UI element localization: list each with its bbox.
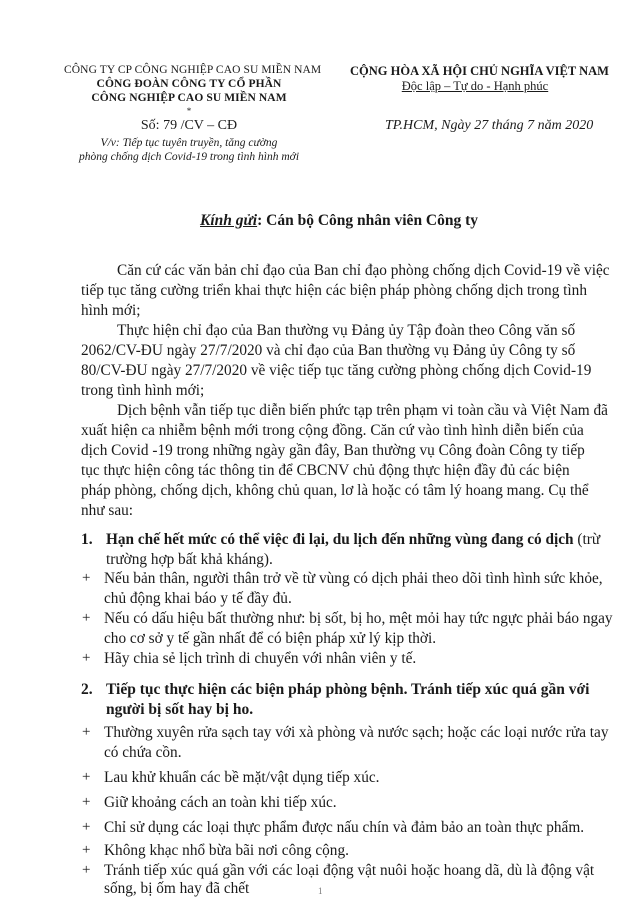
intro-line: Thực hiện chỉ đạo của Ban thường vụ Đảng ủy Tập đoàn theo Công văn số (117, 322, 576, 339)
national-title: CỘNG HÒA XÃ HỘI CHỦ NGHĨA VIỆT NAM (350, 64, 609, 78)
section2-item: Không khạc nhổ bừa bãi nơi công cộng. (104, 842, 349, 859)
intro-line: hình mới; (81, 302, 141, 319)
intro-line: tiếp tục tăng cường triển khai thực hiện các biện pháp phòng chống dịch trong tình (81, 282, 587, 299)
section2-title-line2: người bị sốt hay bị ho. (106, 701, 254, 718)
national-motto-wrap (350, 79, 600, 94)
section1-title-rest: (trừ (573, 531, 601, 548)
section2-item: Tránh tiếp xúc quá gần với các loại động vật nuôi hoặc hoang dã, dù là động vật (104, 862, 595, 879)
place-date: TP.HCM, Ngày 27 tháng 7 năm 2020 (385, 118, 594, 133)
section1-title-bold: Hạn chế hết mức có thể việc đi lại, du lịch đến những vùng đang có dịch (106, 531, 574, 548)
section2-item: sống, bị ốm hay đã chết (104, 880, 250, 897)
intro-line: dịch Covid -19 trong những ngày gần đây, Ban thường vụ Công đoàn Công ty tiếp (81, 442, 585, 459)
section2-number: 2. (81, 681, 93, 698)
bullet-plus: + (82, 862, 91, 878)
document-number: Số: 79 /CV – CĐ (140, 118, 238, 133)
subject-line1: V/v: Tiếp tục tuyên truyền, tăng cường (100, 137, 278, 149)
section1-title (106, 531, 600, 549)
bullet-plus: + (82, 570, 91, 586)
section2-item: Lau khử khuẩn các bề mặt/vật dụng tiếp xúc. (104, 769, 380, 786)
section1-item: Nếu có dấu hiệu bất thường như: bị sốt, bị ho, mệt mỏi hay tức ngực phải báo ngay (104, 610, 613, 627)
section2-item: có chứa cồn. (104, 744, 182, 761)
intro-line: như sau: (81, 502, 134, 519)
subject-line2: phòng chống dịch Covid-19 trong tình hình mới (78, 151, 300, 163)
section2-title-line1: Tiếp tục thực hiện các biện pháp phòng bệnh. Tránh tiếp xúc quá gần với (106, 681, 590, 698)
section1-item: chủ động khai báo y tế đầy đủ. (104, 590, 292, 607)
intro-line: pháp phòng, chống dịch, không chủ quan, lơ là hoặc có tâm lý hoang mang. Cụ thể (81, 482, 589, 499)
section1-number: 1. (81, 531, 93, 548)
recipient (200, 212, 478, 230)
bullet-plus: + (82, 842, 91, 858)
star-mark: * (186, 106, 192, 116)
bullet-plus: + (82, 769, 91, 785)
union-name-line2: CÔNG NGHIỆP CAO SU MIỀN NAM (91, 92, 287, 104)
bullet-plus: + (82, 794, 91, 810)
intro-line: 80/CV-ĐU ngày 27/7/2020 về việc tiếp tục tăng cường phòng chống dịch Covid-19 (81, 362, 592, 379)
section1-title-line2: trường hợp bất khả kháng). (106, 551, 273, 568)
intro-line: 2062/CV-ĐU ngày 27/7/2020 và chỉ đạo của Ban thường vụ Đảng ủy Công ty số (81, 342, 576, 359)
union-name-line1: CÔNG ĐOÀN CÔNG TY CỔ PHẦN (96, 78, 282, 90)
bullet-plus: + (82, 724, 91, 740)
section2-item: Giữ khoảng cách an toàn khi tiếp xúc. (104, 794, 337, 811)
national-motto: Độc lập – Tự do - Hạnh phúc (401, 79, 549, 93)
section1-item: cho cơ sở y tế gần nhất để có biện pháp xử lý kịp thời. (104, 630, 437, 647)
bullet-plus: + (82, 819, 91, 835)
intro-line: Dịch bệnh vẫn tiếp tục diễn biến phức tạp trên phạm vi toàn cầu và Việt Nam đã (117, 402, 608, 419)
intro-line: Căn cứ các văn bản chỉ đạo của Ban chỉ đạo phòng chống dịch Covid-19 về việc (117, 262, 610, 279)
bullet-plus: + (82, 610, 91, 626)
section2-item: Chỉ sử dụng các loại thực phẩm được nấu chín và đảm bảo an toàn thực phẩm. (104, 819, 585, 836)
intro-line: tục thực hiện công tác thông tin để CBCNV chủ động thực hiện đầy đủ các biện (81, 462, 570, 479)
recipient-label: Kính gửi (200, 212, 258, 229)
intro-line: xuất hiện ca nhiễm bệnh mới trong cộng đồng. Căn cứ vào tình hình diễn biến của (81, 422, 584, 439)
recipient-text: : Cán bộ Công nhân viên Công ty (257, 212, 479, 229)
section2-item: Thường xuyên rửa sạch tay với xà phòng và nước sạch; hoặc các loại nước rửa tay (104, 724, 609, 741)
section1-item: Hãy chia sẻ lịch trình di chuyển với nhân viên y tế. (104, 650, 417, 667)
page-number: 1 (318, 886, 323, 896)
bullet-plus: + (82, 650, 91, 666)
section1-item: Nếu bản thân, người thân trở về từ vùng có dịch phải theo dõi tình hình sức khỏe, (104, 570, 603, 587)
company-name: CÔNG TY CP CÔNG NGHIỆP CAO SU MIỀN NAM (64, 64, 322, 76)
intro-line: trong tình hình mới; (81, 382, 205, 399)
